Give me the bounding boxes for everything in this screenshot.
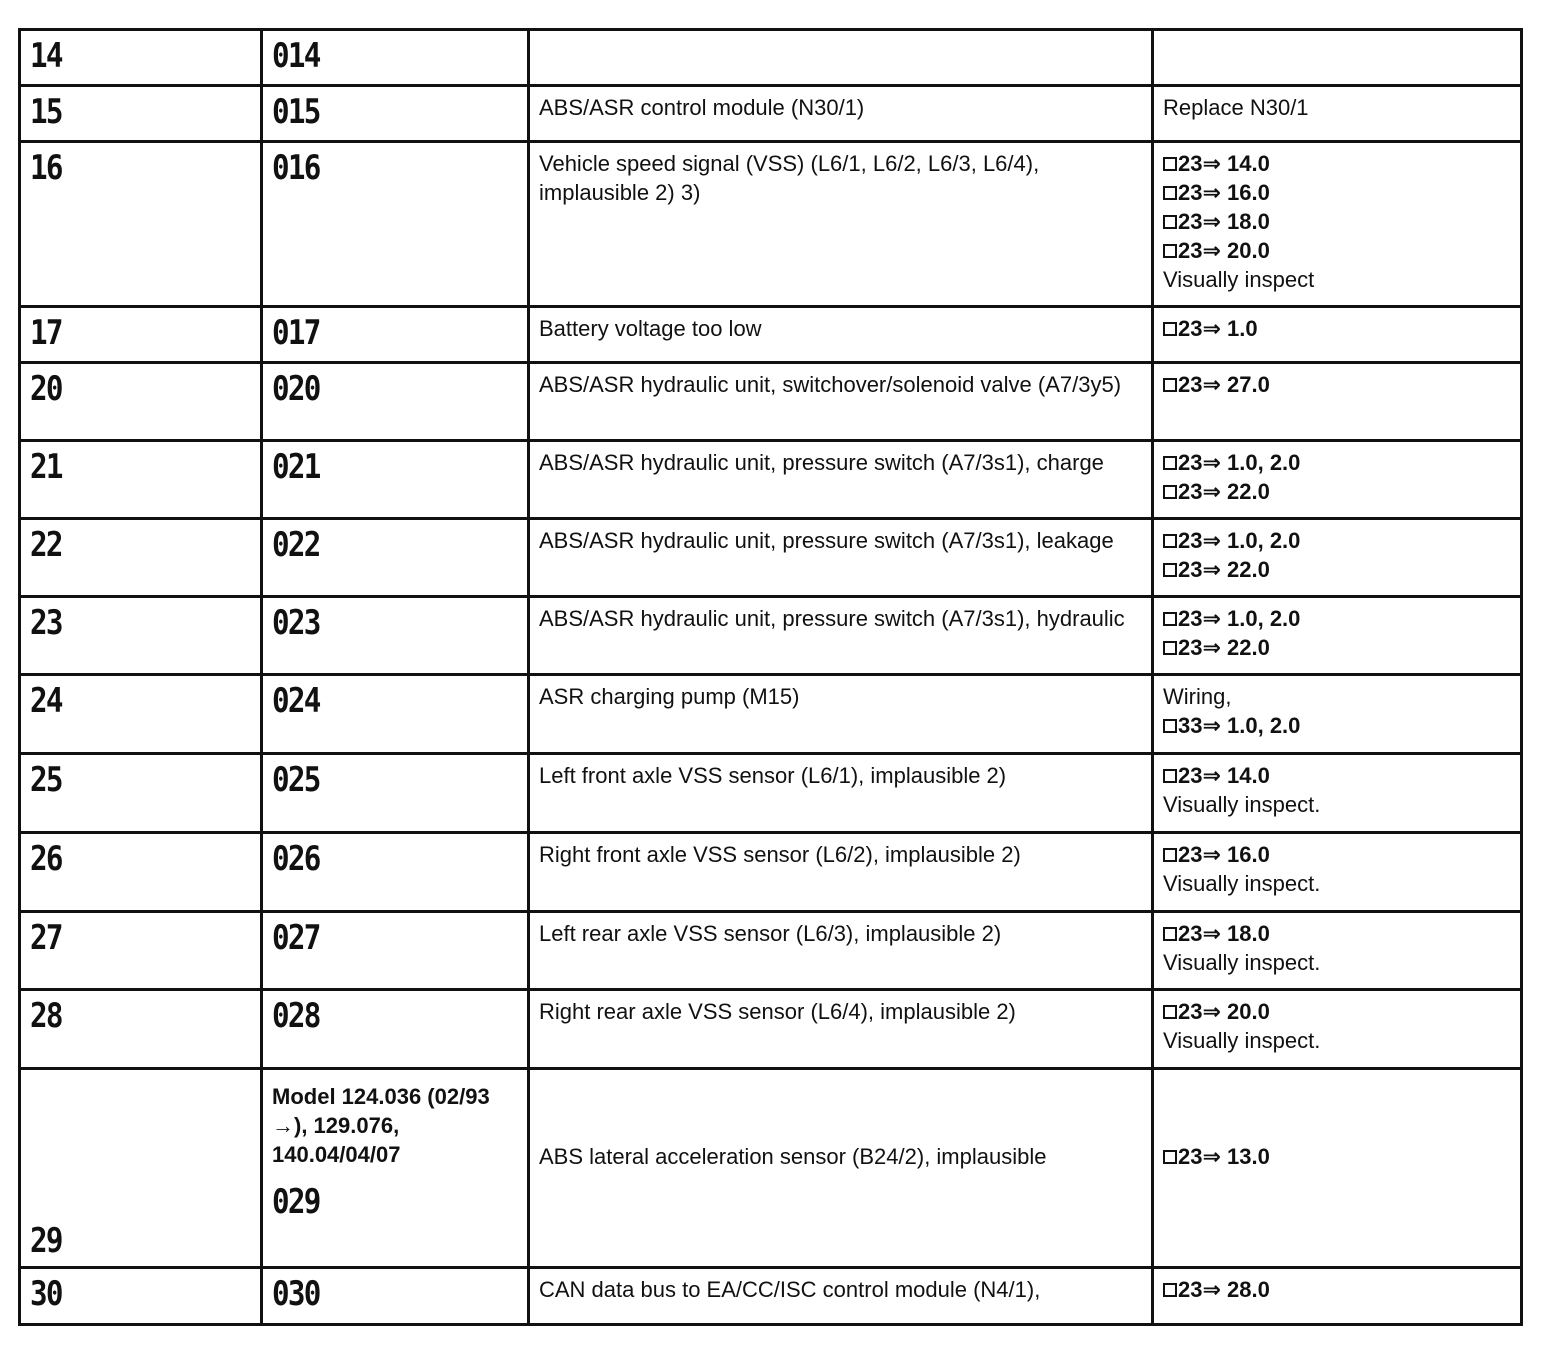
reference-text: 23⇒ 16.0: [1178, 180, 1270, 205]
blink-code: 28: [30, 996, 62, 1036]
code-cell: [20, 597, 262, 675]
reference-link[interactable]: [1163, 633, 1511, 662]
display-code: 014: [272, 36, 320, 76]
reference-link[interactable]: [1163, 526, 1511, 555]
display-code-cell: [262, 597, 529, 675]
display-code: 026: [272, 839, 320, 879]
reference-text: 23⇒ 20.0: [1178, 238, 1270, 263]
document-ref-icon: [1163, 848, 1177, 862]
document-ref-icon: [1163, 244, 1177, 258]
action-cell: [1153, 30, 1522, 86]
display-code: 027: [272, 918, 320, 958]
document-ref-icon: [1163, 927, 1177, 941]
code-cell: [20, 912, 262, 990]
table-row: [20, 597, 1522, 675]
action-cell: [1153, 912, 1522, 990]
action-text: Visually inspect.: [1163, 871, 1321, 896]
blink-code: 14: [30, 36, 62, 76]
reference-link[interactable]: [1163, 448, 1511, 477]
reference-text: 23⇒ 1.0, 2.0: [1178, 528, 1301, 553]
reference-text: 23⇒ 16.0: [1178, 842, 1270, 867]
description-cell: Vehicle speed signal (VSS) (L6/1, L6/2, L6/3, L6/4), implausible 2) 3): [529, 142, 1153, 307]
action-cell: [1153, 142, 1522, 307]
display-code-cell: [262, 142, 529, 307]
action-cell: [1153, 754, 1522, 833]
description-cell: ABS/ASR hydraulic unit, switchover/solenoid valve (A7/3y5): [529, 363, 1153, 441]
code-cell: [20, 86, 262, 142]
display-code: 017: [272, 313, 320, 353]
action-text: Wiring,: [1163, 684, 1232, 709]
code-cell: [20, 754, 262, 833]
model-note: Model 124.036 (02/93 →), 129.076, 140.04/04/07: [272, 1084, 490, 1167]
blink-code: 21: [30, 447, 62, 487]
code-cell: [20, 519, 262, 597]
action-text: Visually inspect.: [1163, 1028, 1321, 1053]
display-code-cell: [262, 519, 529, 597]
display-code: 020: [272, 369, 320, 409]
reference-text: 23⇒ 1.0, 2.0: [1178, 450, 1301, 475]
reference-text: 23⇒ 22.0: [1178, 479, 1270, 504]
reference-text: 23⇒ 18.0: [1178, 209, 1270, 234]
description-cell: ABS/ASR hydraulic unit, pressure switch (A7/3s1), charge: [529, 441, 1153, 519]
table-row: [20, 519, 1522, 597]
document-ref-icon: [1163, 322, 1177, 336]
code-cell: [20, 307, 262, 363]
description-cell: CAN data bus to EA/CC/ISC control module (N4/1),: [529, 1268, 1153, 1325]
reference-link[interactable]: [1163, 1142, 1511, 1171]
document-ref-icon: [1163, 612, 1177, 626]
action-cell: [1153, 675, 1522, 754]
code-cell: [20, 142, 262, 307]
code-cell: [20, 441, 262, 519]
reference-text: 23⇒ 22.0: [1178, 557, 1270, 582]
document-ref-icon: [1163, 1005, 1177, 1019]
reference-link[interactable]: [1163, 997, 1511, 1026]
display-code: 016: [272, 148, 320, 188]
description-text: ABS lateral acceleration sensor (B24/2), implausible: [539, 1143, 1047, 1169]
display-code: 025: [272, 760, 320, 800]
reference-link[interactable]: [1163, 1275, 1511, 1304]
table-row: [20, 675, 1522, 754]
blink-code: 20: [30, 369, 62, 409]
display-code: 024: [272, 681, 320, 721]
fault-code-table: [18, 28, 1523, 1326]
action-cell: [1153, 1069, 1522, 1268]
document-ref-icon: [1163, 485, 1177, 499]
action-cell: [1153, 307, 1522, 363]
reference-link[interactable]: [1163, 555, 1511, 584]
action-text: Visually inspect.: [1163, 950, 1321, 975]
blink-code: 26: [30, 839, 62, 879]
action-text: Visually inspect: [1163, 267, 1315, 292]
table-row: [20, 912, 1522, 990]
display-code-cell: [262, 86, 529, 142]
description-cell: [529, 1069, 1153, 1268]
display-code-cell: [262, 833, 529, 912]
action-text: Visually inspect.: [1163, 792, 1321, 817]
display-code: 029: [272, 1182, 320, 1222]
code-cell: [20, 1268, 262, 1325]
document-ref-icon: [1163, 215, 1177, 229]
blink-code: 23: [30, 603, 62, 643]
reference-link[interactable]: [1163, 149, 1511, 178]
display-code-cell: [262, 990, 529, 1069]
display-code: 015: [272, 92, 320, 132]
reference-link[interactable]: [1163, 840, 1511, 869]
display-code-cell: [262, 363, 529, 441]
reference-link[interactable]: [1163, 711, 1511, 740]
reference-text: 23⇒ 14.0: [1178, 151, 1270, 176]
fault-code-table-body: [20, 30, 1522, 1325]
blink-code: 30: [30, 1274, 62, 1314]
reference-link[interactable]: [1163, 236, 1511, 265]
display-code-cell: [262, 441, 529, 519]
table-row: [20, 754, 1522, 833]
reference-link[interactable]: [1163, 370, 1511, 399]
table-row: [20, 833, 1522, 912]
table-row: [20, 1069, 1522, 1268]
reference-link[interactable]: [1163, 178, 1511, 207]
description-cell: Left front axle VSS sensor (L6/1), implausible 2): [529, 754, 1153, 833]
table-row: [20, 363, 1522, 441]
code-cell: [20, 1069, 262, 1268]
blink-code: 27: [30, 918, 62, 958]
code-cell: [20, 675, 262, 754]
reference-text: 23⇒ 28.0: [1178, 1277, 1270, 1302]
reference-link[interactable]: [1163, 919, 1511, 948]
blink-code: 24: [30, 681, 62, 721]
reference-text: 23⇒ 14.0: [1178, 763, 1270, 788]
table-row: [20, 307, 1522, 363]
reference-text: 23⇒ 18.0: [1178, 921, 1270, 946]
display-code: 022: [272, 525, 320, 565]
description-cell: Battery voltage too low: [529, 307, 1153, 363]
table-row: [20, 990, 1522, 1069]
document-ref-icon: [1163, 769, 1177, 783]
reference-text: 23⇒ 1.0, 2.0: [1178, 606, 1301, 631]
description-cell: Right rear axle VSS sensor (L6/4), implausible 2): [529, 990, 1153, 1069]
document-ref-icon: [1163, 1283, 1177, 1297]
action-cell: [1153, 363, 1522, 441]
reference-text: 33⇒ 1.0, 2.0: [1178, 713, 1301, 738]
reference-text: 23⇒ 22.0: [1178, 635, 1270, 660]
table-row: [20, 441, 1522, 519]
description-cell: [529, 30, 1153, 86]
blink-code: 16: [30, 148, 62, 188]
action-cell: [1153, 990, 1522, 1069]
document-ref-icon: [1163, 157, 1177, 171]
reference-link[interactable]: [1163, 477, 1511, 506]
reference-link[interactable]: [1163, 604, 1511, 633]
description-cell: ABS/ASR hydraulic unit, pressure switch (A7/3s1), hydraulic: [529, 597, 1153, 675]
description-cell: ASR charging pump (M15): [529, 675, 1153, 754]
action-cell: [1153, 833, 1522, 912]
document-ref-icon: [1163, 641, 1177, 655]
blink-code: 29: [30, 1221, 62, 1261]
display-code: 028: [272, 996, 320, 1036]
display-code-cell: [262, 912, 529, 990]
document-ref-icon: [1163, 186, 1177, 200]
reference-text: 23⇒ 20.0: [1178, 999, 1270, 1024]
display-code: 030: [272, 1274, 320, 1314]
code-cell: [20, 990, 262, 1069]
action-cell: [1153, 441, 1522, 519]
table-row: [20, 142, 1522, 307]
reference-text: 23⇒ 27.0: [1178, 372, 1270, 397]
code-cell: [20, 30, 262, 86]
action-cell: [1153, 86, 1522, 142]
display-code-cell: [262, 30, 529, 86]
display-code-cell: [262, 675, 529, 754]
document-ref-icon: [1163, 563, 1177, 577]
reference-link[interactable]: [1163, 207, 1511, 236]
code-cell: [20, 363, 262, 441]
blink-code: 22: [30, 525, 62, 565]
display-code-cell: [262, 307, 529, 363]
display-code-cell: [262, 754, 529, 833]
description-cell: Left rear axle VSS sensor (L6/3), implausible 2): [529, 912, 1153, 990]
action-cell: [1153, 519, 1522, 597]
action-cell: [1153, 597, 1522, 675]
table-row: [20, 30, 1522, 86]
action-cell: [1153, 1268, 1522, 1325]
document-ref-icon: [1163, 719, 1177, 733]
document-ref-icon: [1163, 378, 1177, 392]
description-cell: Right front axle VSS sensor (L6/2), implausible 2): [529, 833, 1153, 912]
table-row: [20, 86, 1522, 142]
reference-text: 23⇒ 1.0: [1178, 316, 1258, 341]
description-cell: ABS/ASR control module (N30/1): [529, 86, 1153, 142]
blink-code: 15: [30, 92, 62, 132]
display-code: 023: [272, 603, 320, 643]
display-code-cell: [262, 1268, 529, 1325]
display-code-cell: [262, 1069, 529, 1268]
description-cell: ABS/ASR hydraulic unit, pressure switch (A7/3s1), leakage: [529, 519, 1153, 597]
code-cell: [20, 833, 262, 912]
reference-text: 23⇒ 13.0: [1178, 1143, 1270, 1169]
document-ref-icon: [1163, 534, 1177, 548]
reference-link[interactable]: [1163, 761, 1511, 790]
blink-code: 25: [30, 760, 62, 800]
table-row: [20, 1268, 1522, 1325]
action-text: Replace N30/1: [1163, 95, 1309, 120]
document-ref-icon: [1163, 456, 1177, 470]
display-code: 021: [272, 447, 320, 487]
blink-code: 17: [30, 313, 62, 353]
document-ref-icon: [1163, 1150, 1177, 1164]
reference-link[interactable]: [1163, 314, 1511, 343]
